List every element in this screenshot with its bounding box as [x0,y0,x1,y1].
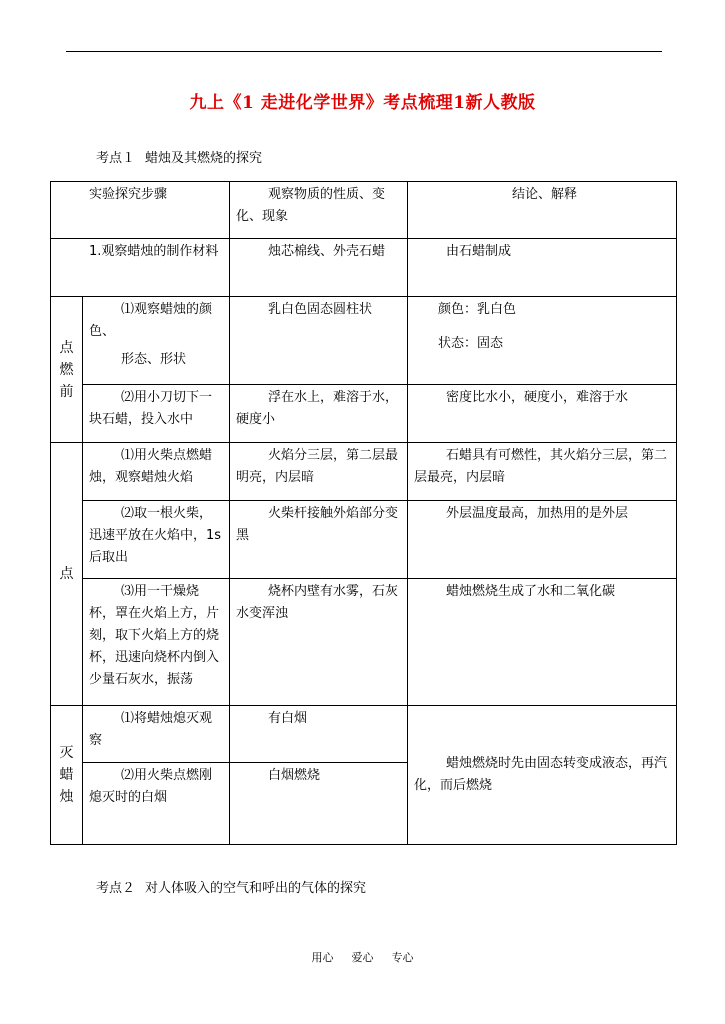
burn-conclusion-3: 蜡烛燃烧生成了水和二氧化碳 [408,579,677,706]
table-row [51,579,677,706]
footer-text: 用心 [311,951,334,964]
material-observe: 烛芯棉线、外壳石蜡 [230,239,408,297]
section-number: 考点２ [96,881,136,896]
table-header-row [51,182,677,239]
before-observe-1: 乳白色固态圆柱状 [230,297,408,385]
table-row [51,501,677,579]
burn-observe-2: 火柴杆接触外焰部分变黑 [230,501,408,579]
footer-text: 爱心 [351,951,374,964]
experiment-table [50,181,677,845]
burn-observe-1: 火焰分三层，第二层最明亮，内层暗 [230,443,408,501]
section-text: 对人体吸入的空气和呼出的气体的探究 [145,881,367,896]
table-row [51,385,677,443]
table-row [51,706,677,763]
material-conclusion: 由石蜡制成 [408,239,677,297]
material-step: 1.观察蜡烛的制作材料 [51,239,230,297]
section-heading-1 [96,150,262,168]
burn-observe-3: 烧杯内壁有水雾，石灰水变浑浊 [230,579,408,706]
table-row [51,239,677,297]
section-text: 蜡烛及其燃烧的探究 [145,151,263,166]
section-number: 考点１ [96,151,136,166]
group-label-burn: 点 [51,443,83,706]
out-observe-2: 白烟燃烧 [230,763,408,845]
before-observe-2: 浮在水上，难溶于水，硬度小 [230,385,408,443]
burn-step-2: ⑵取一根火柴，迅速平放在火焰中，1s后取出 [83,501,230,579]
page-footer [0,949,725,965]
before-conclusion-1: 颜色：乳白色 状态：固态 [408,297,677,385]
out-conclusion: 蜡烛燃烧时先由固态转变成液态，再汽化，而后燃烧 [408,706,677,845]
before-conclusion-2: 密度比水小，硬度小，难溶于水 [408,385,677,443]
table-row [51,297,677,385]
header-conclusion: 结论、解释 [408,182,677,239]
page-title: 九上《1 走进化学世界》考点梳理1新人教版 [189,93,536,113]
burn-conclusion-1: 石蜡具有可燃性，其火焰分三层，第二层最亮，内层暗 [408,443,677,501]
out-observe-1: 有白烟 [230,706,408,763]
table-row [51,443,677,501]
footer-text: 专心 [391,951,414,964]
burn-conclusion-2: 外层温度最高，加热用的是外层 [408,501,677,579]
burn-step-1: ⑴用火柴点燃蜡烛，观察蜡烛火焰 [83,443,230,501]
burn-step-3: ⑶用一干燥烧杯，罩在火焰上方，片刻，取下火焰上方的烧杯，迅速向烧杯内倒入少量石灰水，振荡 [83,579,230,706]
header-steps: 实验探究步骤 [51,182,230,239]
out-step-1: ⑴将蜡烛熄灭观察 [83,706,230,763]
section-heading-2 [96,880,366,898]
group-label-out: 灭 蜡 烛 [51,706,83,845]
group-label-before: 点 燃 前 [51,297,83,443]
header-rule [66,51,662,52]
before-step-2: ⑵用小刀切下一块石蜡，投入水中 [83,385,230,443]
header-observe: 观察物质的性质、变化、现象 [230,182,408,239]
out-step-2: ⑵用火柴点燃刚熄灭时的白烟 [83,763,230,845]
before-step-1: ⑴观察蜡烛的颜色、 形态、形状 [83,297,230,385]
